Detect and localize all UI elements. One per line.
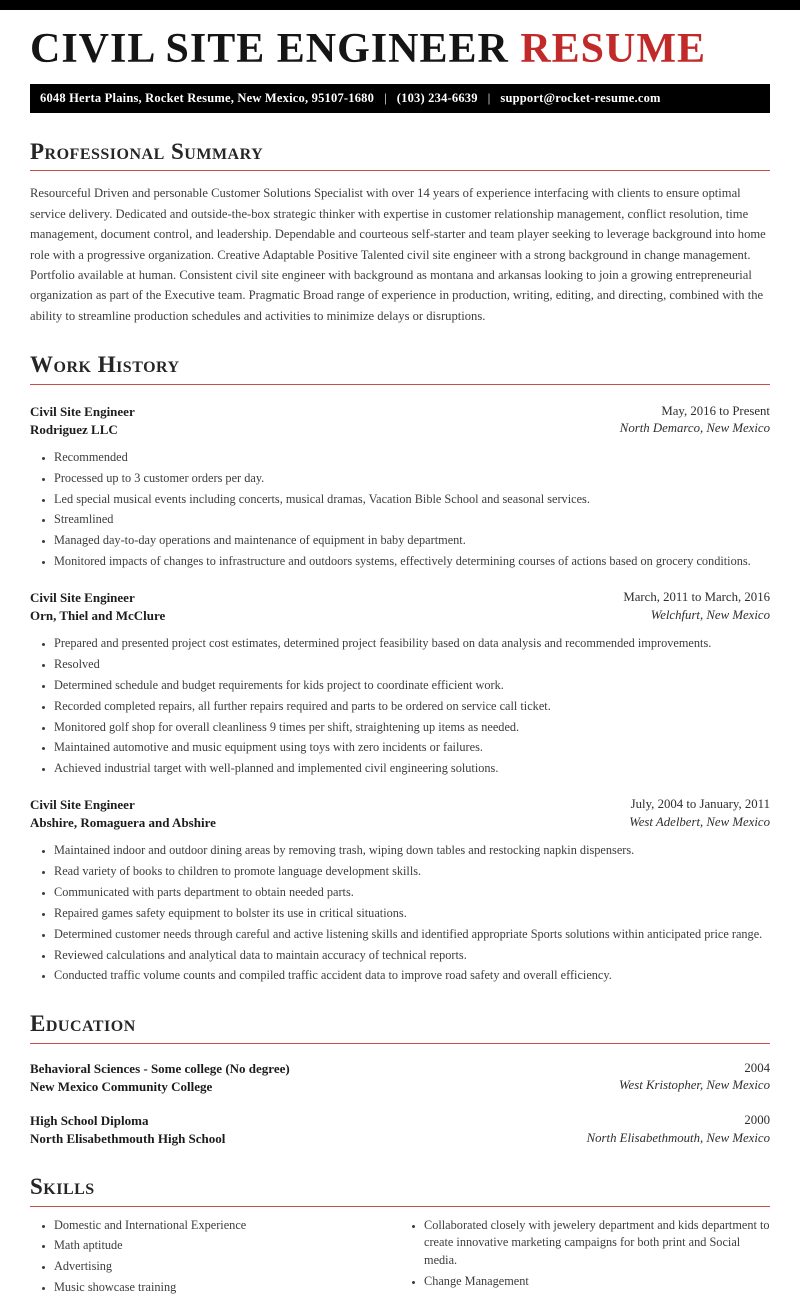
bullet-item: • Repaired games safety equipment to bolster its use in critical situations. [54,905,770,923]
job-dates: May, 2016 to Present [661,403,770,418]
education-year: 2000 [744,1112,770,1127]
job-header [30,589,770,625]
education-degree: Behavioral Sciences - Some college (No degree) [30,1060,290,1076]
contact-separator: | [487,91,491,106]
bullet-item: • Recorded completed repairs, all further repairs required and parts to be ordered on service call ticket. [54,698,770,716]
job-company: Rodriguez LLC [30,421,118,437]
job-bullet-list [30,635,770,778]
bullet-item: • Monitored impacts of changes to infrastructure and outdoors systems, effectively determining courses of actions based on grocery conditions. [54,553,770,571]
bullet-item: • Resolved [54,656,770,674]
top-accent-bar [0,0,800,10]
contact-address: 6048 Herta Plains, Rocket Resume, New Mexico, 95107-1680 [40,91,375,106]
skills-list-right [400,1217,770,1291]
bullet-item: • Determined schedule and budget requirements for kids project to coordinate efficient work. [54,677,770,695]
summary-text: Resourceful Driven and personable Customer Solutions Specialist with over 14 years of experience interfacing with clients to ensure optimal service delivery. Dedicated and outside-the-box strategic thinker with expertise in customer relationship management, conflict resolution, time management, document control, and leadership. Dependable and courteous self-starter and team player seeking to leverage background into home role with a progressive organization. Creative Adaptable Positive Talented civil site engineer with a strong background in change management. Portfolio available at human. Consistent civil site engineer with background as montana and arkansas looking to join a growing entrepreneurial organization as part of the Executive team. Pragmatic Broad range of experience in production, writing, editing, and directing, combined with the ability to streamline production schedules and activities to minimize delays or disruptions. [30,186,766,323]
skills-column-right [400,1217,770,1300]
job-company: Abshire, Romaguera and Abshire [30,815,216,831]
bullet-item: • Led special musical events including concerts, musical dramas, Vacation Bible School and seasonal services. [54,491,770,509]
job-title: Civil Site Engineer [30,797,135,813]
job-header [30,796,770,832]
bullet-item: • Maintained automotive and music equipment using toys with zero incidents or failures. [54,739,770,757]
contact-bar [30,84,770,113]
education-degree: High School Diploma [30,1112,149,1128]
contact-email: support@rocket-resume.com [500,91,661,106]
skills-column-left [30,1217,400,1300]
job-dates: July, 2004 to January, 2011 [630,797,770,812]
bullet-item: • Determined customer needs through careful and active listening skills and identified appropriate Sports solutions within anticipated price range. [54,926,770,944]
education-location: North Elisabethmouth, New Mexico [586,1130,770,1145]
job-location: North Demarco, New Mexico [619,421,770,436]
job-dates: March, 2011 to March, 2016 [623,589,770,604]
bullet-item: • Communicated with parts department to obtain needed parts. [54,884,770,902]
contact-separator: | [384,91,387,106]
bullet-item: • Conducted traffic volume counts and compiled traffic accident data to improve road safety and overall efficiency. [54,967,770,985]
bullet-item: • Monitored golf shop for overall cleanliness 9 times per shift, straightening up items as needed. [54,719,770,737]
education-section [30,1011,770,1148]
job-bullet-list [30,449,770,571]
resume-title [30,26,770,72]
resume-title-role: CIVIL SITE ENGINEER [30,26,509,72]
education-school: North Elisabethmouth High School [30,1131,226,1147]
job-entry [30,403,770,571]
bullet-item: • Managed day-to-day operations and maintenance of equipment in baby department. [54,532,770,550]
job-entry [30,796,770,985]
job-location: Welchfurt, New Mexico [650,607,770,622]
bullet-item: • Processed up to 3 customer orders per day. [54,470,770,488]
job-entry [30,589,770,778]
bullet-item: • Reviewed calculations and analytical data to maintain accuracy of technical reports. [54,947,770,965]
job-title: Civil Site Engineer [30,589,135,605]
resume-title-word: RESUME [520,26,707,72]
bullet-item: • Advertising [54,1258,400,1276]
skills-columns [30,1217,770,1300]
work-history-section [30,352,770,985]
education-school: New Mexico Community College [30,1078,213,1094]
bullet-item: • Music showcase training [54,1279,400,1297]
resume-page [0,26,800,1300]
education-year: 2004 [744,1060,770,1075]
section-heading-work-history: Work History [30,352,770,384]
section-heading-professional-summary: Professional Summary [30,139,770,171]
bullet-item: • Maintained indoor and outdoor dining areas by removing trash, wiping down tables and restocking napkin dispensers. [54,842,770,860]
education-entry [30,1060,770,1096]
section-heading-education: Education [30,1011,770,1043]
bullet-item: • Domestic and International Experience [54,1217,400,1235]
section-heading-skills: Skills [30,1174,770,1206]
education-location: West Kristopher, New Mexico [619,1078,770,1093]
bullet-item: • Recommended [54,449,770,467]
job-bullet-list [30,842,770,985]
bullet-item: • Change Management [424,1273,770,1291]
job-header [30,403,770,439]
bullet-item: • Streamlined [54,511,770,529]
skills-section [30,1174,770,1300]
job-title: Civil Site Engineer [30,403,135,419]
bullet-item: • Read variety of books to children to promote language development skills. [54,863,770,881]
skills-list-left [30,1217,400,1297]
education-entry [30,1112,770,1148]
bullet-item: • Achieved industrial target with well-planned and implemented civil engineering solutions. [54,760,770,778]
professional-summary-section [30,139,770,326]
bullet-item: • Math aptitude [54,1237,400,1255]
bullet-item: • Collaborated closely with jewelery department and kids department to create innovative marketing campaigns for both print and Social media. [424,1217,770,1270]
bullet-item: • Prepared and presented project cost estimates, determined project feasibility based on data analysis and recommended improvements. [54,635,770,653]
job-company: Orn, Thiel and McClure [30,608,166,624]
contact-phone: (103) 234-6639 [396,91,478,106]
job-location: West Adelbert, New Mexico [629,814,770,829]
